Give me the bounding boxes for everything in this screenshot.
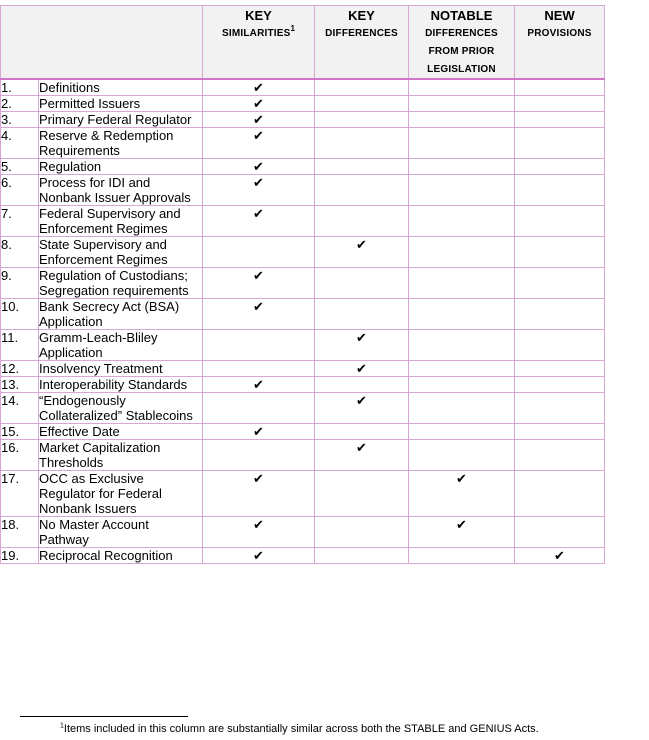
table-row	[1, 471, 605, 517]
row-label: Insolvency Treatment	[39, 361, 203, 377]
checkmark-icon: ✔	[456, 517, 467, 532]
check-cell	[203, 159, 315, 175]
check-cell	[203, 175, 315, 206]
check-cell	[409, 175, 515, 206]
table-row	[1, 96, 605, 112]
check-cell	[515, 424, 605, 440]
check-cell	[409, 377, 515, 393]
check-cell	[203, 128, 315, 159]
check-cell	[315, 361, 409, 377]
row-number: 4.	[1, 128, 39, 159]
table-row	[1, 440, 605, 471]
check-cell	[315, 237, 409, 268]
checkmark-icon: ✔	[356, 440, 367, 455]
row-number: 3.	[1, 112, 39, 128]
check-cell	[315, 424, 409, 440]
row-number: 11.	[1, 330, 39, 361]
check-cell	[203, 424, 315, 440]
check-cell	[409, 96, 515, 112]
check-cell	[515, 237, 605, 268]
check-cell	[515, 299, 605, 330]
check-cell	[315, 159, 409, 175]
row-number: 8.	[1, 237, 39, 268]
check-cell	[515, 268, 605, 299]
check-cell	[409, 268, 515, 299]
check-cell	[409, 424, 515, 440]
check-cell	[409, 517, 515, 548]
check-cell	[515, 159, 605, 175]
check-cell	[515, 393, 605, 424]
check-cell	[515, 206, 605, 237]
check-cell	[409, 159, 515, 175]
check-cell	[315, 79, 409, 96]
checkmark-icon: ✔	[253, 377, 264, 392]
check-cell	[409, 79, 515, 96]
row-number: 19.	[1, 548, 39, 564]
checkmark-icon: ✔	[356, 361, 367, 376]
row-number: 5.	[1, 159, 39, 175]
header-key-differences: KEY DIFFERENCES	[315, 6, 409, 80]
check-cell	[203, 96, 315, 112]
header-row	[1, 6, 605, 80]
check-cell	[315, 393, 409, 424]
check-cell	[203, 330, 315, 361]
checkmark-icon: ✔	[253, 112, 264, 127]
header-new-provisions: NEW PROVISIONS	[515, 6, 605, 80]
row-label: Reserve & Redemption Requirements	[39, 128, 203, 159]
check-cell	[409, 440, 515, 471]
checkmark-icon: ✔	[253, 80, 264, 95]
check-cell	[315, 96, 409, 112]
row-label: Interoperability Standards	[39, 377, 203, 393]
table-row	[1, 112, 605, 128]
row-label: Reciprocal Recognition	[39, 548, 203, 564]
check-cell	[409, 471, 515, 517]
checkmark-icon: ✔	[253, 175, 264, 190]
row-label: OCC as Exclusive Regulator for Federal Nonbank Issuers	[39, 471, 203, 517]
table-row	[1, 159, 605, 175]
check-cell	[315, 299, 409, 330]
row-label: Bank Secrecy Act (BSA) Application	[39, 299, 203, 330]
check-cell	[409, 330, 515, 361]
checkmark-icon: ✔	[253, 517, 264, 532]
table-row	[1, 517, 605, 548]
check-cell	[203, 237, 315, 268]
check-cell	[409, 299, 515, 330]
check-cell	[203, 471, 315, 517]
check-cell	[315, 377, 409, 393]
row-number: 12.	[1, 361, 39, 377]
checkmark-icon: ✔	[253, 96, 264, 111]
check-cell	[203, 377, 315, 393]
check-cell	[315, 268, 409, 299]
check-cell	[409, 206, 515, 237]
check-cell	[315, 112, 409, 128]
check-cell	[203, 440, 315, 471]
check-cell	[515, 377, 605, 393]
checkmark-icon: ✔	[253, 548, 264, 563]
row-number: 17.	[1, 471, 39, 517]
table-row	[1, 393, 605, 424]
checkmark-icon: ✔	[356, 330, 367, 345]
row-label: Permitted Issuers	[39, 96, 203, 112]
check-cell	[409, 237, 515, 268]
table-row	[1, 268, 605, 299]
row-label: Regulation of Custodians; Segregation requirements	[39, 268, 203, 299]
table-row	[1, 377, 605, 393]
table-row	[1, 206, 605, 237]
table-row	[1, 128, 605, 159]
check-cell	[203, 393, 315, 424]
check-cell	[409, 548, 515, 564]
row-label: Process for IDI and Nonbank Issuer Approvals	[39, 175, 203, 206]
table-row	[1, 424, 605, 440]
row-label: Definitions	[39, 79, 203, 96]
checkmark-icon: ✔	[253, 299, 264, 314]
check-cell	[315, 440, 409, 471]
check-cell	[409, 361, 515, 377]
row-number: 16.	[1, 440, 39, 471]
row-label: State Supervisory and Enforcement Regimes	[39, 237, 203, 268]
checkmark-icon: ✔	[253, 159, 264, 174]
row-label: Primary Federal Regulator	[39, 112, 203, 128]
table-row	[1, 361, 605, 377]
row-label: Effective Date	[39, 424, 203, 440]
table-row	[1, 175, 605, 206]
row-number: 13.	[1, 377, 39, 393]
check-cell	[203, 79, 315, 96]
check-cell	[315, 517, 409, 548]
row-number: 14.	[1, 393, 39, 424]
check-cell	[515, 517, 605, 548]
row-label: Regulation	[39, 159, 203, 175]
check-cell	[315, 206, 409, 237]
check-cell	[203, 299, 315, 330]
table-row	[1, 79, 605, 96]
checkmark-icon: ✔	[356, 393, 367, 408]
checkmark-icon: ✔	[456, 471, 467, 486]
check-cell	[515, 548, 605, 564]
check-cell	[203, 112, 315, 128]
checkmark-icon: ✔	[253, 206, 264, 221]
row-number: 15.	[1, 424, 39, 440]
comparison-table	[0, 5, 605, 564]
row-number: 10.	[1, 299, 39, 330]
header-blank-cell	[1, 6, 203, 80]
check-cell	[203, 361, 315, 377]
check-cell	[203, 517, 315, 548]
check-cell	[515, 112, 605, 128]
check-cell	[515, 96, 605, 112]
check-cell	[515, 128, 605, 159]
check-cell	[203, 548, 315, 564]
check-cell	[315, 471, 409, 517]
checkmark-icon: ✔	[554, 548, 565, 563]
row-number: 18.	[1, 517, 39, 548]
row-label: “Endogenously Collateralized” Stablecoins	[39, 393, 203, 424]
footnote: $^1$Items included in this column are substantially similar across both the STABLE and GENIUS Acts.	[60, 722, 539, 735]
row-label: Gramm-Leach-Bliley Application	[39, 330, 203, 361]
row-number: 1.	[1, 79, 39, 96]
table-body	[1, 79, 605, 564]
row-label: No Master Account Pathway	[39, 517, 203, 548]
row-number: 7.	[1, 206, 39, 237]
footnote-divider	[20, 716, 188, 717]
check-cell	[315, 128, 409, 159]
check-cell	[515, 330, 605, 361]
check-cell	[409, 393, 515, 424]
check-cell	[203, 268, 315, 299]
row-number: 9.	[1, 268, 39, 299]
row-label: Federal Supervisory and Enforcement Regimes	[39, 206, 203, 237]
row-number: 6.	[1, 175, 39, 206]
row-number: 2.	[1, 96, 39, 112]
check-cell	[515, 471, 605, 517]
checkmark-icon: ✔	[253, 471, 264, 486]
table-row	[1, 548, 605, 564]
check-cell	[315, 330, 409, 361]
check-cell	[203, 206, 315, 237]
check-cell	[515, 440, 605, 471]
check-cell	[515, 175, 605, 206]
check-cell	[409, 112, 515, 128]
header-key-similarities: KEY SIMILARITIES$^1$	[203, 6, 315, 80]
check-cell	[409, 128, 515, 159]
row-label: Market Capitalization Thresholds	[39, 440, 203, 471]
check-cell	[315, 175, 409, 206]
check-cell	[315, 548, 409, 564]
table-row	[1, 299, 605, 330]
check-cell	[515, 79, 605, 96]
header-notable-differences: NOTABLE DIFFERENCES FROM PRIOR LEGISLATION	[409, 6, 515, 80]
checkmark-icon: ✔	[253, 268, 264, 283]
checkmark-icon: ✔	[356, 237, 367, 252]
table-row	[1, 237, 605, 268]
check-cell	[515, 361, 605, 377]
checkmark-icon: ✔	[253, 128, 264, 143]
table-row	[1, 330, 605, 361]
checkmark-icon: ✔	[253, 424, 264, 439]
